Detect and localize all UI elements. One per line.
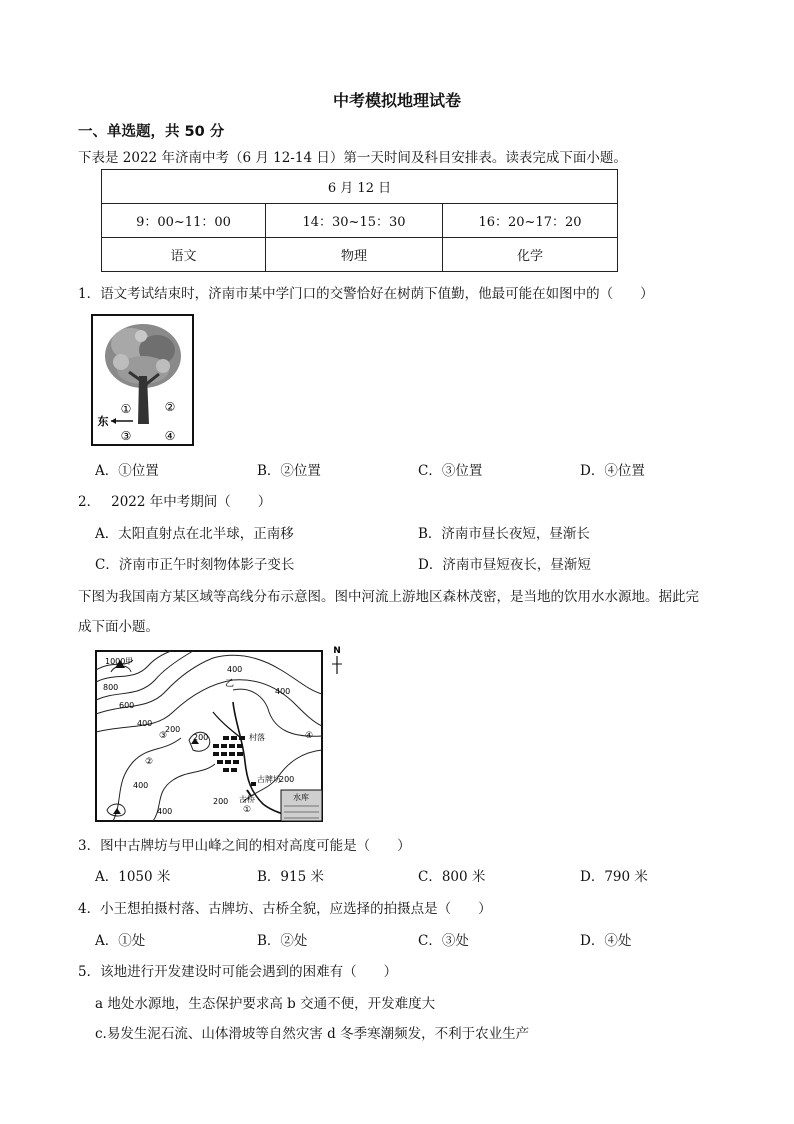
q2-option-c: C．济南市正午时刻物体影子变长 [95,557,295,573]
q2-option-d: D．济南市昼短夜长，昼渐短 [418,557,591,573]
question-2-stem: 2． 2022 年中考期间（ ） [78,494,272,510]
schedule-subject: 化学 [443,238,618,272]
tree-marker: ② [164,400,176,414]
contour-label: 200 [213,797,229,806]
map-intro-line-2: 成下面小题。 [78,619,159,635]
map-marker: ② [145,757,154,767]
question-3-stem: 3．图中古牌坊与甲山峰之间的相对高度可能是（ ） [78,838,411,854]
contour-label: 400 [227,665,243,674]
q3-option-c: C．800 米 [418,869,486,885]
peak-elevation-label: 1000 [105,657,126,666]
q5-statement-cd: c.易发生泥石流、山体滑坡等自然灾害 d 冬季寒潮频发，不利于农业生产 [95,1026,530,1042]
peak-jia-label: 甲 [125,657,133,666]
schedule-table [101,169,618,272]
contour-label: 400 [275,687,291,696]
contour-label: 200 [279,775,295,784]
question-4-stem: 4．小王想拍摄村落、古牌坊、古桥全貌，应选择的拍摄点是（ ） [78,901,492,917]
map-marker: ④ [305,731,314,741]
bridge-label: 古桥 [239,795,255,804]
q3-option-b: B．915 米 [257,869,324,885]
question-5-stem: 5．该地进行开发建设时可能会遇到的困难有（ ） [78,964,398,980]
map-marker: ① [243,805,252,815]
reservoir-label: 水库 [293,793,309,802]
q5-statement-ab: a 地处水源地，生态保护要求高 b 交通不便，开发难度大 [95,996,436,1012]
contour-label: 200 [165,725,181,734]
q4-option-a: A．①处 [95,933,146,949]
schedule-time: 16：20~17：20 [443,204,618,238]
north-label: N [333,646,341,656]
question-1-stem: 1．语文考试结束时，济南市某中学门口的交警恰好在树荫下值勤，他最可能在如图中的（ ） [78,286,654,302]
contour-map [93,642,353,824]
schedule-date: 6 月 12 日 [102,170,618,204]
intro-text: 下表是 2022 年济南中考（6 月 12-14 日）第一天时间及科目安排表。读表完成下面小题。 [78,150,627,166]
contour-label: 800 [103,683,119,692]
archway-label: 古牌坊 [257,775,281,784]
q2-option-a: A．太阳直射点在北半球，正南移 [95,526,294,542]
q1-option-c: C．③位置 [418,463,483,479]
tree-marker: ③ [120,429,132,443]
q4-option-d: D．④处 [580,933,632,949]
schedule-subject: 语文 [102,238,266,272]
schedule-subject: 物理 [266,238,443,272]
contour-label: 600 [119,701,135,710]
page-title: 中考模拟地理试卷 [332,91,461,110]
schedule-time: 14：30~15：30 [266,204,443,238]
schedule-time: 9：00~11：00 [102,204,266,238]
map-marker: ③ [159,731,168,741]
east-label: 东 [97,415,109,428]
contour-label: 400 [157,807,173,816]
q3-option-d: D．790 米 [580,869,648,885]
archway-icon [251,782,256,786]
q2-option-b: B．济南市昼长夜短，昼渐长 [418,526,590,542]
q1-option-a: A．①位置 [95,463,159,479]
contour-label: 400 [137,719,153,728]
q1-option-b: B．②位置 [257,463,321,479]
village-label: 村落 [249,733,265,742]
contour-label: 400 [133,781,149,790]
yi-label: 乙 [225,679,235,689]
tree-marker: ④ [164,429,176,443]
map-intro-line-1: 下图为我国南方某区域等高线分布示意图。图中河流上游地区森林茂密，是当地的饮用水水源地。据此完 [78,589,699,605]
tree-marker: ① [120,402,132,416]
tree-figure [91,314,194,446]
section-heading: 一、单选题，共 50 分 [78,124,225,140]
q3-option-a: A．1050 米 [95,869,171,885]
q1-option-d: D．④位置 [580,463,645,479]
contour-label: 200 [193,733,209,742]
q4-option-c: C．③处 [418,933,469,949]
q4-option-b: B．②处 [257,933,308,949]
